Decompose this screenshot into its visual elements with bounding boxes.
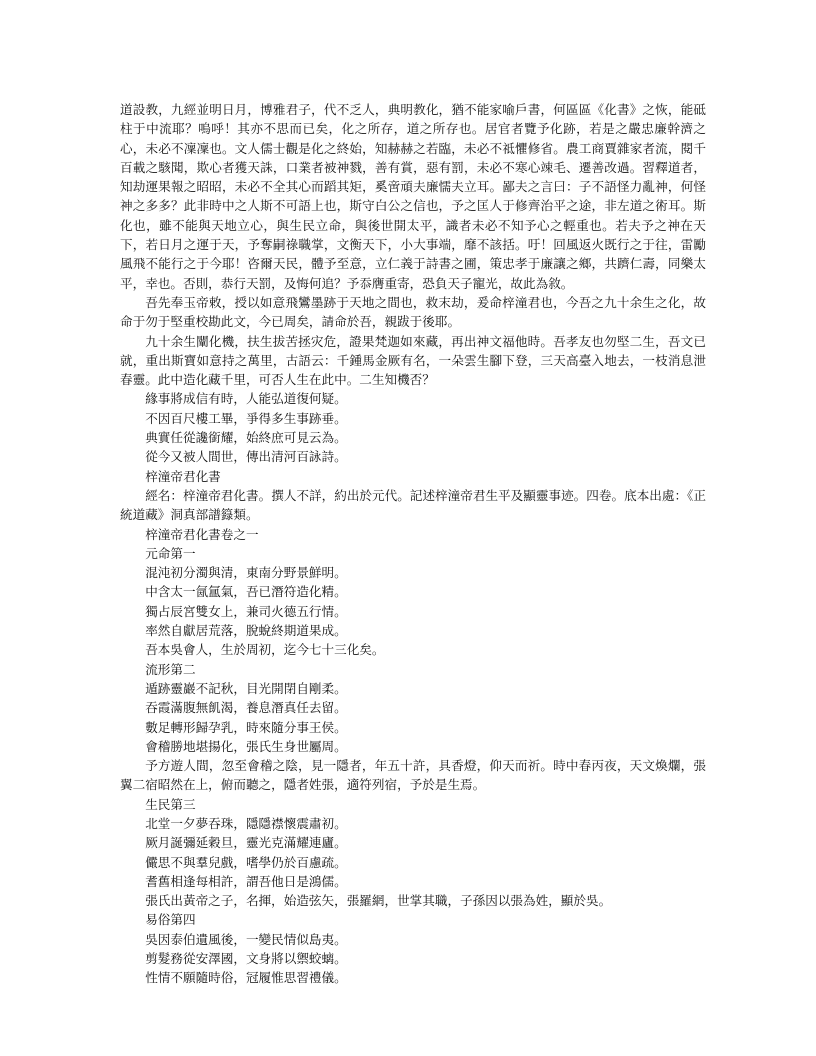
text-line: 張氏出黃帝之子，名揮，始造弦矢，張羅網，世掌其職，子孫因以張為姓，顯於吳。 — [145, 893, 612, 909]
text-line: 會稽勝地堪揚化，張氏生身世屬周。 — [145, 738, 347, 754]
text-line: 數足轉形歸孕乳，時來隨分事王侯。 — [145, 719, 347, 735]
paragraph: 道設教，九經並明日月，博雅君子，代不乏人，典明教化，猶不能家喻戶書，何區區《化書》之恢，能砥柱于中流耶？嗚呼！其亦不思而已矣，化之所存，道之所存也。居官者覽予化跡，若是之嚴忠廉幹濟之心，未必不凜凜也。文人儒士觀是化之終始，知赫赫之若臨，未必不祗懼修省。農工商賈雜家者流，閱千百載之駭聞，欺心者獲天誅，口業者被神戮，善有賞，惡有罰，未必不寒心竦毛、遷善改過。習釋道者，知劫運果報之昭昭，未必不全其心而蹈其矩，奚啻頑夫廉懦夫立耳。鄙夫之言曰：子不語怪力亂神，何怪神之多多？此非時中之人斯不可語上也，斯守白公之信也，予之匡人于修齊治平之途，非左道之術耳。斯化也，雖不能與天地立心，與生民立命，與後世開太平，識者未必不知予心之輕重也。若夫予之神在天下，若日月之運于天，予奪嗣祿職掌，文衡天下，小大事端，靡不該括。吁！回風返火既行之于往，雷勵風飛不能行之于今耶！咨爾天民，體予至意，立仁義于詩書之圃，策忠孝于廉讓之鄉，共躋仁壽，同樂太平，幸也。否則，恭行天罰，及悔何追？予忝膺重寄，恐負天子寵光，故此為敘。 — [120, 102, 706, 291]
text-line: 率然自獻居荒落，脫蛻終期道果成。 — [145, 623, 347, 639]
text-line: 混沌初分濁與清，東南分野景鮮明。 — [145, 565, 347, 581]
paragraph: 吾先奉玉帝敕，授以如意飛鸞墨跡于天地之間也，救末劫，爰命梓潼君也，今吾之九十余生之化，故命于勿于堅重校勘此文，今已周矣，請命於吾，親跋于後耶。 — [120, 294, 706, 330]
text-line: 吾本吳會人，生於周初，迄今七十三化矣。 — [145, 642, 385, 658]
text-line: 遁跡靈巖不記秋，目光開閉自剛柔。 — [145, 680, 347, 696]
paragraph: 予方遊人間，忽至會稽之陰，見一隱者，年五十許，具香燈，仰天而祈。時中春丙夜，天文煥爛，張翼二宿昭然在上，俯而聽之，隱者姓張，適符列宿，予於是生焉。 — [120, 758, 706, 793]
text-line: 吳因泰伯遺風後，一變民情似島夷。 — [145, 931, 347, 947]
text-line: 中含太一氤氲氣，吾已潛符造化精。 — [145, 584, 347, 600]
text-line: 典實任從讒銜耀，始終庶可見云為。 — [145, 430, 347, 446]
text-line: 生民第三 — [145, 796, 196, 812]
text-line: 耆舊相逢每相許，謂吾他日是鴻儒。 — [145, 873, 347, 889]
text-line: 緣事將成信有時，人能弘道復何疑。 — [145, 391, 347, 407]
text-line: 流形第二 — [145, 661, 196, 677]
text-line: 性情不願隨時俗，冠履惟思習禮儀。 — [145, 970, 347, 986]
text-line: 儼思不與羣兒戲，嗜學仍於百慮疏。 — [145, 854, 347, 870]
text-line: 易俗第四 — [145, 912, 196, 928]
text-line: 梓潼帝君化書卷之一 — [145, 526, 259, 542]
text-line: 不因百尺樓工畢，爭得多生事跡垂。 — [145, 410, 347, 426]
text-line: 北堂一夕夢吞珠，隱隱襟懷震肅初。 — [145, 815, 347, 831]
text-line: 厥月誕彌延穀旦，靈光克滿耀連廬。 — [145, 835, 347, 851]
text-line: 從今又被人間世，傳出清河百詠詩。 — [145, 449, 347, 465]
text-line: 獨占辰宮雙女上，兼司火德五行情。 — [145, 603, 347, 619]
paragraph: 九十余生闡化機，扶生拔苦拯灾危，證果梵迦如來藏，再出神文福他時。吾孝友也勿堅二生，吾文已就，重出斯寶如意持之萬里，古語云：千鍾馬金厥有名，一朵雲生腳下登，三天高臺入地去，一枝消息泄春靈。此中造化藏千里，可否人生在此中。二生知機否？ — [120, 333, 706, 388]
text-line: 吞霞滿腹無飢渴，養息潛真任去留。 — [145, 700, 347, 716]
paragraph: 經名：梓潼帝君化書。撰人不詳，約出於元代。記述梓潼帝君生平及顯靈事迹。四卷。底本出處：《正統道藏》洞真部譜籙類。 — [120, 487, 706, 523]
text-line: 梓潼帝君化書 — [145, 468, 221, 484]
text-line: 元命第一 — [145, 545, 196, 561]
text-line: 剪髮務從安澤國，文身將以禦蛟螭。 — [145, 951, 347, 967]
